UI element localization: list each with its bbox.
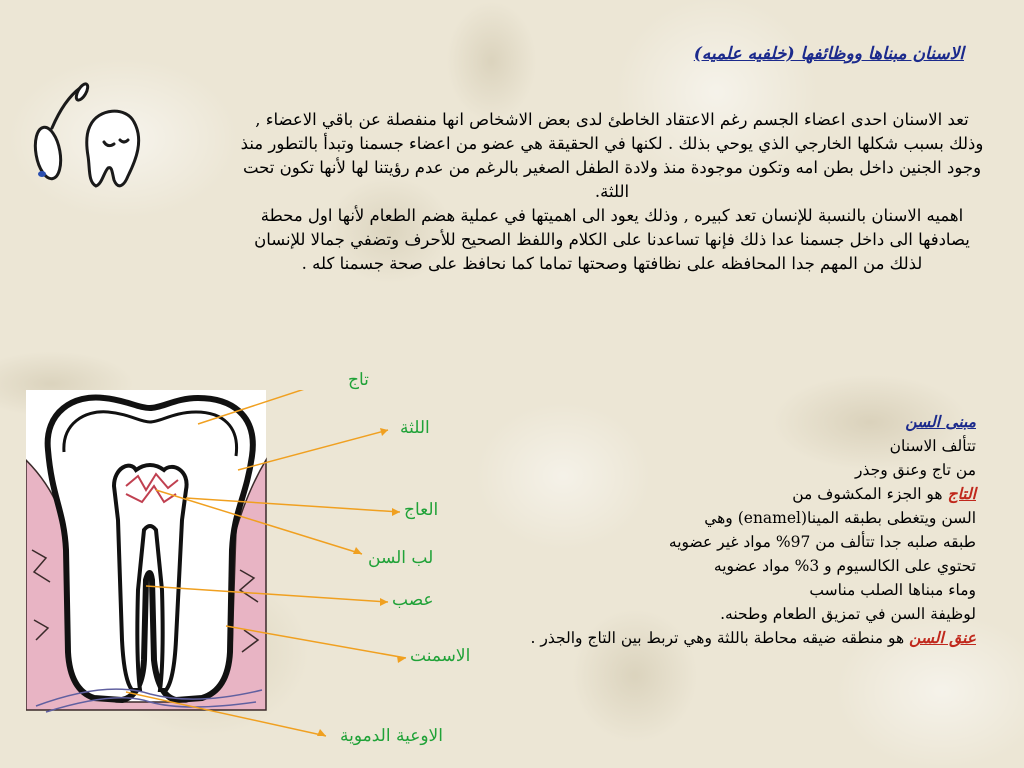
structure-line: من تاج وعنق وجذر	[855, 461, 976, 479]
structure-line: تتألف الاسنان	[889, 437, 976, 455]
label-cementum: الاسمنت	[410, 646, 471, 666]
structure-line: وماء مبناها الصلب مناسب	[809, 581, 976, 599]
intro-paragraph-2: اهميه الاسنان بالنسبة للإنسان تعد كبيره , وذلك يعود الى اهميتها في عملية هضم الطعام لأنها اول محطة يصادفها الى داخل جسمنا عدا ذلك فإنها تساعدنا على الكلام واللفظ الصحيح للأحرف وتضفي جمالا للإنسان لذلك من المهم جدا المحافظه على نظافتها وصحتها تماما كما نحافظ على صحة جسمنا كله .	[254, 206, 970, 273]
tooth-structure-section	[516, 410, 976, 650]
label-pulp: لب السن	[368, 548, 434, 568]
label-crown: تاج	[348, 370, 369, 390]
label-dentin: العاج	[404, 500, 439, 520]
neck-definition: هو منطقه ضيقه محاطة باللثة وهي تربط بين التاج والجذر .	[530, 629, 905, 647]
crown-definition: هو الجزء المكشوف من	[792, 485, 943, 503]
structure-line: طبقه صلبه جدا تتألف من 97% مواد غير عضويه	[668, 533, 976, 551]
intro-text	[236, 108, 988, 276]
label-nerve: عصب	[392, 590, 434, 610]
label-gum: اللثة	[400, 418, 430, 438]
structure-line: السن ويتغطى بطبقه المينا(enamel) وهي	[704, 509, 976, 527]
page-title: الاسنان مبناها ووظائفها (خلفيه علميه)	[693, 44, 964, 64]
structure-heading: مبنى السن	[905, 412, 976, 431]
neck-term: عنق السن	[909, 628, 976, 647]
structure-line: لوظيفة السن في تمزيق الطعام وطحنه.	[720, 605, 976, 623]
tooth-with-mirror-icon	[28, 78, 153, 203]
structure-line: تحتوي على الكالسيوم و 3% مواد عضويه	[713, 557, 976, 575]
label-blood-vessels: الاوعية الدموية	[340, 726, 443, 746]
intro-paragraph-1: تعد الاسنان احدى اعضاء الجسم رغم الاعتقاد الخاطئ لدى بعض الاشخاص انها منفصلة عن باقي الاعضاء , وذلك بسبب شكلها الخارجي الذي يوحي بذلك . لكنها في الحقيقة هي عضو من اعضاء جسمنا وتبدأ بالتطور منذ وجود الجنين داخل بطن امه وتكون موجودة منذ ولادة الطفل الصغير بالرغم من عدم رؤيتنا لها لأنها تكون تحت اللثة.	[240, 110, 984, 201]
crown-term: التاج	[947, 484, 976, 503]
tooth-cross-section-diagram	[26, 390, 496, 760]
